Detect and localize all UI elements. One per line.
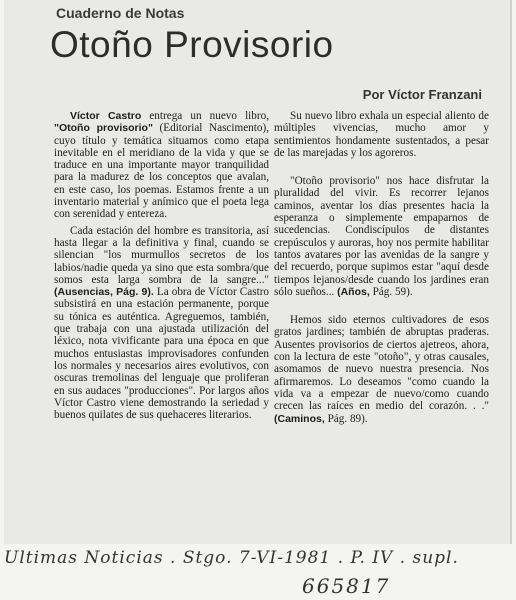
author-name: Víctor Castro — [70, 110, 142, 122]
paragraph-text: "Otoño provisorio" nos hace disfrutar la pluralidad del vivir. Es recorrer lejanos caminos, aventar los días presentes hacia la esperanza o simplemente empaparnos de sucedencias. Condiscípulos de distantes crepúsculos y auroras, hoy nos permite habilitar tantos avatares por las avenidas de la sangre y del recuerdo, porque supimos estar "aquí desde tiempos lejanos/desde cuando los jardines eran sólo sueños... — [274, 175, 489, 298]
paragraph-text: La obra de Víctor Castro subsistirá en una estación permanente, porque su tónica es auténtica. Agreguemos, también, que trabaja con una ajustada utilización del léxico, nota vivificante para una época en que muchos entusiastas improvisadores confunden los normales y necesarios aires evolutivos, con oscuras tremolinas del lenguaje que proliferan en sus audaces "producciones". Por largos años Víctor Castro viene demostrando la seriedad y buenos quilates de sus quehaceres literarios. — [54, 286, 270, 422]
paragraph — [274, 314, 489, 425]
paragraph — [54, 225, 269, 422]
book-title: "Otoño provisorio" — [54, 122, 153, 135]
paragraph — [54, 110, 269, 221]
left-column — [54, 110, 269, 425]
article-byline: Por Víctor Franzani — [362, 87, 482, 102]
citation: (Caminos, — [274, 412, 325, 425]
article-title: Otoño Provisorio — [50, 24, 334, 65]
paragraph — [274, 110, 489, 159]
right-column — [274, 110, 489, 429]
paragraph-text: Hemos sido eternos cultivadores de esos gratos jardines; también de abruptas praderas. Ausentes provisorios de ciertos ajetreos, ahora, con la lectura de este "otoño", y otras causales, asomamos de nuevo nuestra presencia. Nos afirmaremos. Lo deseamos "como cuando la vida va a empezar de nuevo/como cuando crecen las raíces en medio del corazón. . ." — [274, 314, 489, 413]
paragraph-text: Pág. 89). — [324, 412, 368, 425]
paragraph-text: Pág. 59). — [369, 285, 413, 298]
paragraph-text: Su nuevo libro exhala un especial aliento de múltiples vivencias, mucho amor y sentimientos hondamente sustentados, a pesar de las marejadas y los agoreros. — [274, 110, 489, 159]
citation: (Ausencias, Pág. 9). — [54, 286, 154, 299]
paragraph — [274, 175, 489, 298]
handwritten-catalog-number: 665817 — [302, 574, 391, 598]
section-heading: Cuaderno de Notas — [56, 5, 185, 21]
citation: (Años, — [337, 285, 370, 298]
paragraph-text: Cada estación del hombre es transitoria, así hasta llegar a la definitiva y final, cuando se silencian "los murmullos secretos de los labios/nadie queda ya sino que esta sombra/que somos esta larga sombra de la sangre..." — [54, 224, 269, 286]
handwritten-source-note: Ultimas Noticias . Stgo. 7-VI-1981 . P. IV . supl. — [4, 548, 459, 568]
paragraph-text: (Editorial Nascimento), cuyo título y temática situamos como etapa inevitable en el meridiano de la vida y que se traduce en una importante mayor tranquilidad para la madurez de los conceptos que avalan, en este caso, los poemas. Estamos frente a un inventario material y anímico que el poeta lega con serenidad y entereza. — [54, 122, 269, 221]
paragraph-text: entrega un nuevo libro, — [141, 110, 269, 122]
